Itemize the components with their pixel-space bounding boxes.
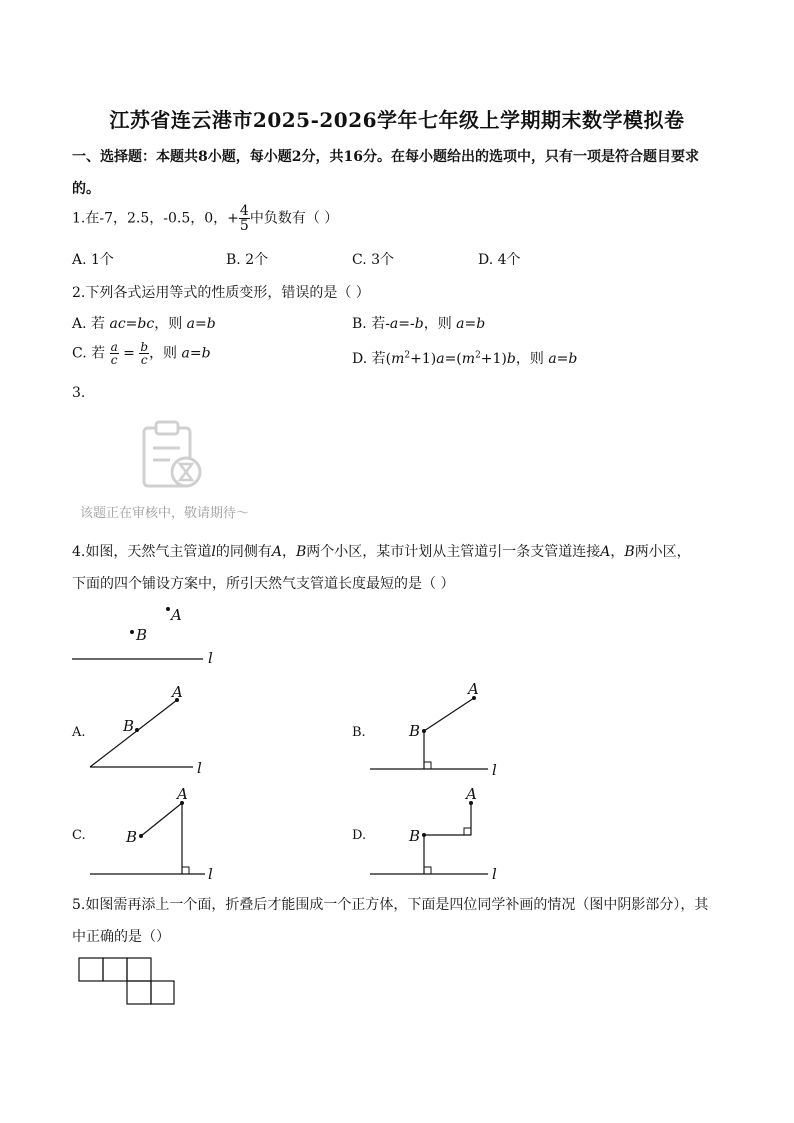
q1-stem-text: 1.在-7，2.5，-0.5，0，+ xyxy=(72,210,239,227)
q1-fraction-num: 4 xyxy=(239,203,249,219)
q4-sep2: ， xyxy=(610,544,625,560)
q2-d-p2: +1) xyxy=(480,351,507,367)
q4-l: l xyxy=(211,544,216,560)
q4-option-a-figure[interactable] xyxy=(71,683,202,777)
section-points-each: 2 xyxy=(291,149,302,165)
q4-option-b-figure[interactable] xyxy=(352,680,497,779)
q4-sep: ， xyxy=(281,544,296,560)
q1-option-b[interactable]: B. 2个 xyxy=(226,252,269,268)
q2-d-m2: m xyxy=(461,351,476,367)
opt-a-label-b: B xyxy=(123,717,135,735)
q2-d-b: b xyxy=(506,351,516,367)
q2-d-eq: =( xyxy=(444,351,462,367)
q2-a-prefix: A. 若 xyxy=(72,316,110,332)
opt-a-label-a: A xyxy=(172,683,183,701)
q3-pending-text: 该题正在审核中，敬请期待～ xyxy=(80,506,250,521)
question-4-line2: 下面的四个铺设方案中，所引天然气支管道长度最短的是（ ） xyxy=(72,576,455,592)
q1-fraction-den: 5 xyxy=(239,218,249,234)
q4-option-d-label: D. xyxy=(352,828,367,843)
q2-d-sup2: 2 xyxy=(475,350,481,361)
q2-d-prefix: D. 若( xyxy=(352,351,392,367)
question-3-stem: 3. xyxy=(72,385,86,401)
q2-b-expr: -a=-b xyxy=(385,316,424,332)
q2-d-result: a=b xyxy=(548,351,578,367)
q1-option-a[interactable]: A. 1个 xyxy=(72,252,114,268)
q2-c-frac2-num: b xyxy=(140,340,149,354)
q2-c-result: a=b xyxy=(181,345,211,362)
opt-b-label-b: B xyxy=(409,722,421,740)
q4-text-3: 两个小区，某市计划从主管道引一条支管道连接 xyxy=(306,544,601,560)
section-label: 一、选择题：本题共 xyxy=(72,149,198,165)
q4-option-b-label: B. xyxy=(352,725,366,740)
q4-option-a-label: A. xyxy=(72,725,86,740)
opt-b-label-l: l xyxy=(492,761,497,779)
section-points-total: 16 xyxy=(343,149,363,165)
q2-d-sup1: 2 xyxy=(404,350,411,361)
section-text-3: 分，共 xyxy=(301,149,344,165)
q4-a2: A xyxy=(600,544,611,560)
q2-c-mid: ，则 xyxy=(149,345,182,362)
q2-c-frac1-den: c xyxy=(110,353,118,367)
section-text-2: 小题，每小题 xyxy=(207,149,292,165)
q4-b2: B xyxy=(624,544,635,560)
opt-c-label-l: l xyxy=(208,865,213,883)
q2-d-a: a xyxy=(436,351,445,367)
q4-text-2: 的同侧有 xyxy=(215,544,272,560)
label-l: l xyxy=(208,649,213,667)
section-num-questions: 8 xyxy=(198,149,208,165)
section-header-cont: 的。 xyxy=(72,181,100,197)
question-5-line2: 中正确的是（） xyxy=(72,929,170,945)
q1-option-c[interactable]: C. 3个 xyxy=(352,252,395,268)
q1-option-d[interactable]: D. 4个 xyxy=(478,252,521,268)
label-a: A xyxy=(171,606,182,624)
page-title: 江苏省连云港市2025-2026学年七年级上学期期末数学模拟卷 xyxy=(109,108,685,132)
q2-c-frac2-den: c xyxy=(140,353,148,367)
q2-a-mid: ，则 xyxy=(154,316,187,332)
q4-b: B xyxy=(295,544,307,560)
q4-text-1: 4.如图，天然气主管道 xyxy=(72,544,212,560)
question-5-line1: 5.如图需再添上一个面，折叠后才能围成一个正方体，下面是四位同学补画的情况（图中阴影部分），其 xyxy=(72,897,709,913)
q2-b-result: a=b xyxy=(456,316,486,332)
label-b: B xyxy=(136,626,148,644)
question-2-stem: 2.下列各式运用等式的性质变形，错误的是（ ） xyxy=(72,285,370,301)
q2-d-mid: ，则 xyxy=(515,351,549,367)
q2-c-eq: = xyxy=(118,345,140,362)
q4-option-d-figure[interactable] xyxy=(352,785,497,883)
opt-d-label-l: l xyxy=(492,865,497,883)
q4-text-4: 两小区， xyxy=(634,544,691,560)
opt-b-label-a: A xyxy=(468,680,479,698)
opt-c-label-b: B xyxy=(126,828,138,846)
opt-d-label-a: A xyxy=(466,785,477,803)
q2-a-expr: ac=bc xyxy=(109,316,155,332)
point-a xyxy=(166,607,170,611)
q2-c-prefix: C. 若 xyxy=(72,345,110,362)
q2-b-prefix: B. 若 xyxy=(352,316,386,332)
q4-option-c-figure[interactable] xyxy=(72,785,213,883)
q4-main-figure xyxy=(72,606,213,667)
q5-cube-net xyxy=(79,958,174,1004)
q4-a: A xyxy=(271,544,282,560)
q2-b-mid: ，则 xyxy=(423,316,457,332)
opt-a-label-l: l xyxy=(197,759,202,777)
point-b xyxy=(130,630,134,634)
q1-tail: 中负数有（ ） xyxy=(249,210,339,227)
q4-option-c-label: C. xyxy=(72,828,86,843)
q2-d-p1: +1) xyxy=(410,351,437,367)
section-text-4: 分。在每小题给出的选项中，只有一项是符合题目要求 xyxy=(362,149,699,165)
q2-c-frac1-num: a xyxy=(110,340,118,354)
opt-c-label-a: A xyxy=(177,785,188,803)
q2-d-m1: m xyxy=(391,351,405,367)
q2-a-result: a=b xyxy=(186,316,216,332)
opt-d-label-b: B xyxy=(409,827,421,845)
